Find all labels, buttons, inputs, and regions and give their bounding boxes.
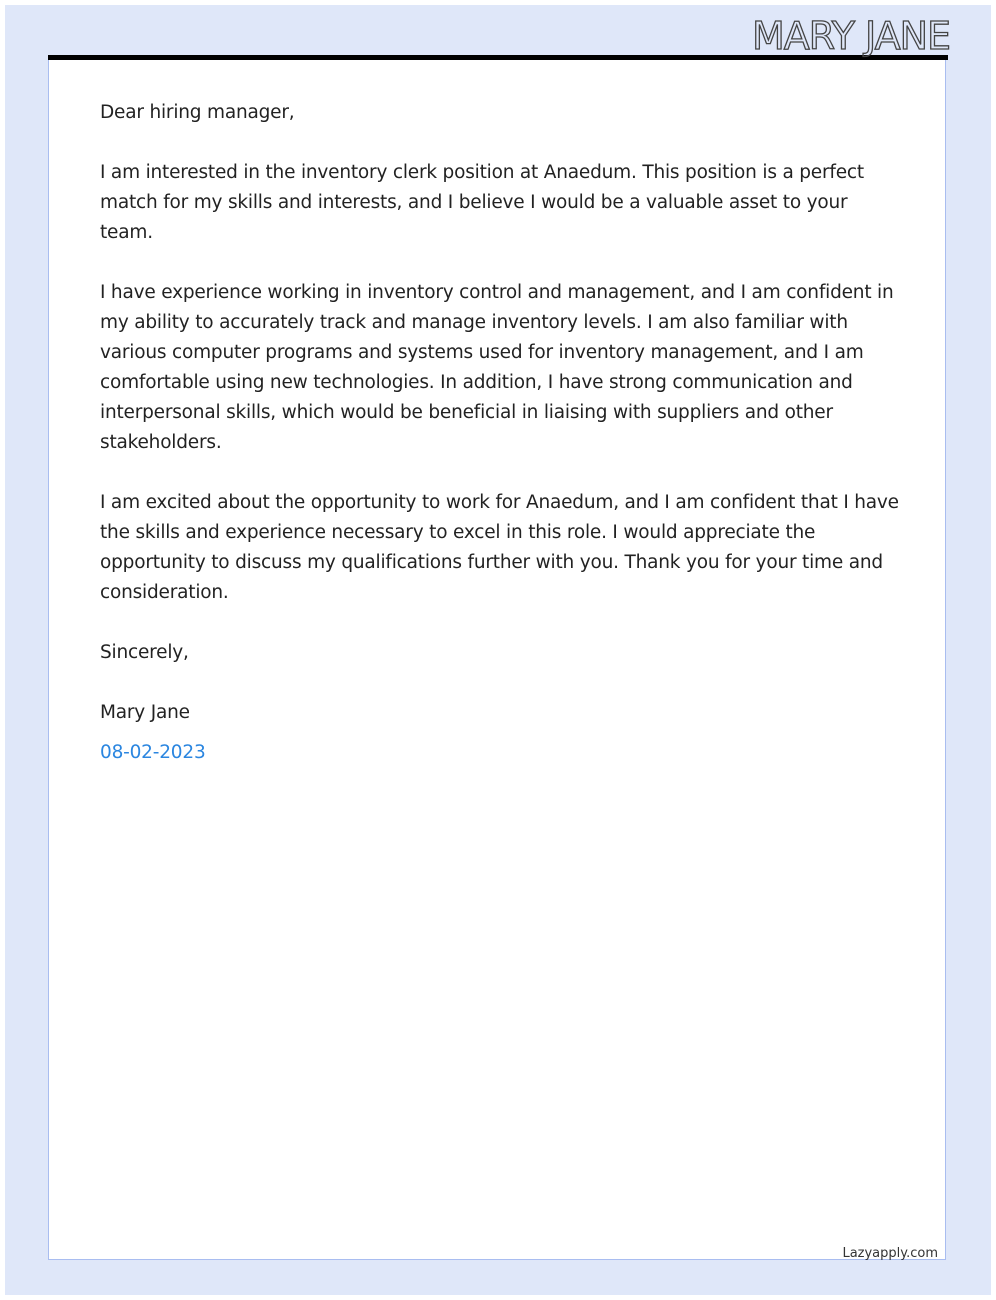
letter-paragraph-1: I am interested in the inventory clerk position at Anaedum. This position is a perfect match for my skills and interests, and I believe I would be a valuable asset to your team. <box>100 162 864 243</box>
letter-signature: Mary Jane <box>100 702 190 723</box>
footer-brand: Lazyapply.com <box>842 1246 938 1261</box>
letter-closing: Sincerely, <box>100 642 189 663</box>
letter-greeting: Dear hiring manager, <box>100 102 295 123</box>
letter-paragraph-2: I have experience working in inventory control and management, and I am confident in my ability to accurately track and manage inventory levels. I am also familiar with various computer programs and systems used for inventory management, and I am comfortable using new technologies. In addition, I have strong communication and interpersonal skills, which would be beneficial in liaising with suppliers and other stakeholders. <box>100 282 894 453</box>
letter-body <box>100 98 900 768</box>
letter-paragraph-3: I am excited about the opportunity to work for Anaedum, and I am confident that I have the skills and experience necessary to excel in this role. I would appreciate the opportunity to discuss my qualifications further with you. Thank you for your time and consideration. <box>100 492 899 603</box>
letter-date: 08-02-2023 <box>100 742 206 763</box>
applicant-name: MARY JANE <box>751 14 950 58</box>
